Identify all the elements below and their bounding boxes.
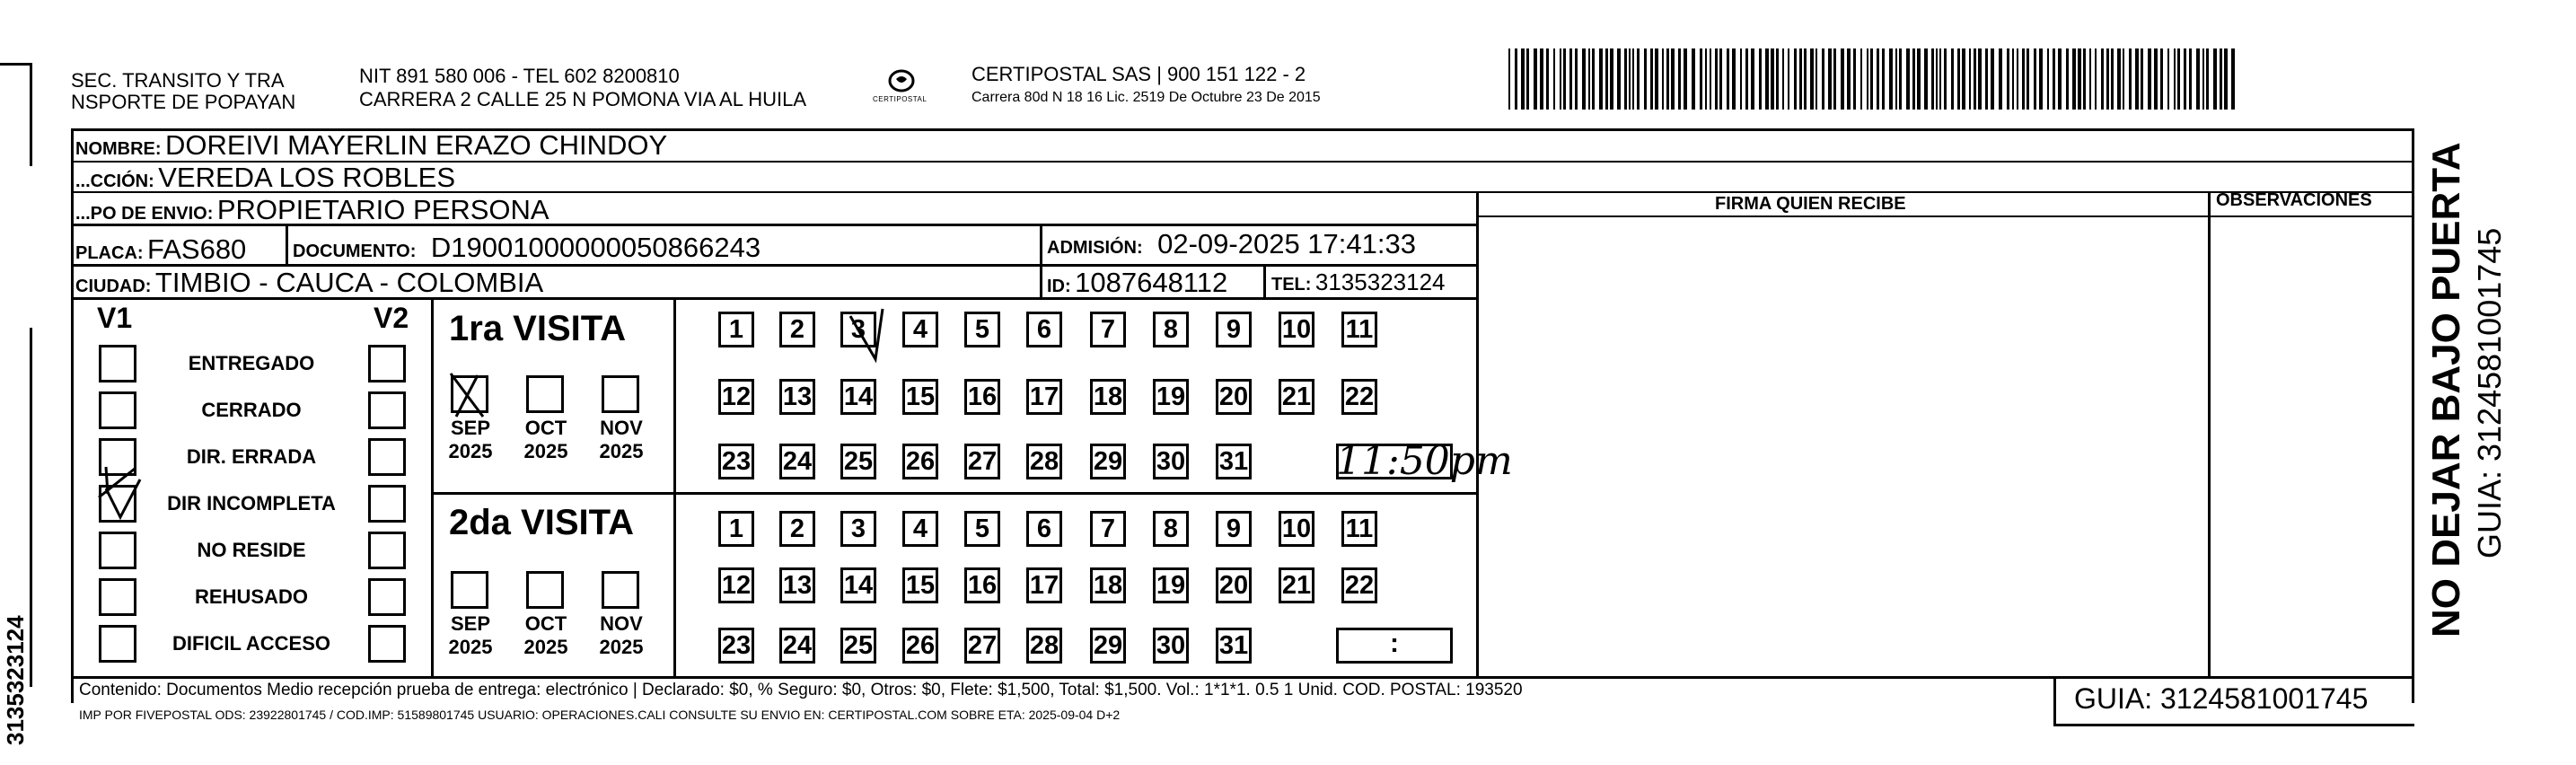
status-label: CERRADO <box>201 399 302 421</box>
footer-content: Contenido: Documentos Medio recepción prueba de entrega: electrónico | Declarado: $0, % Seguro: $0, Otros: $0, Flete: $1,500, Total: $1,500. Vol.: 1*1*1. 0.5 1 Unid. COD. POSTAL: 193520 <box>79 681 1523 699</box>
barcode-bar <box>1944 48 1947 110</box>
day-cell[interactable]: 30 <box>1153 628 1189 664</box>
barcode-bar <box>1637 48 1640 110</box>
month-label: NOV <box>600 417 643 439</box>
barcode-bar <box>2027 48 2029 110</box>
barcode-bar <box>1804 48 1807 110</box>
month-checkbox[interactable] <box>526 375 564 413</box>
barcode-bar <box>1719 48 1722 110</box>
handwritten-time: 11:50pm <box>1336 438 1513 484</box>
day-cell[interactable]: 28 <box>1026 444 1062 479</box>
carrier-name: CERTIPOSTAL SAS | 900 151 122 - 2 <box>971 63 1306 85</box>
barcode-bar <box>1715 48 1718 110</box>
barcode-bar <box>1776 48 1779 110</box>
day-cell[interactable]: 26 <box>902 444 938 479</box>
barcode-bar <box>1521 48 1525 110</box>
barcode-bar <box>2167 48 2169 110</box>
v2-checkbox[interactable] <box>368 532 406 569</box>
barcode-bar <box>1978 48 1982 110</box>
carrier-logo-text: CERTIPOSTAL <box>873 95 928 103</box>
grid-line <box>431 297 434 676</box>
recipient-address: VEREDA LOS ROBLES <box>158 162 456 193</box>
day-cell[interactable]: 4 <box>902 511 938 547</box>
barcode-bar <box>2160 48 2163 110</box>
day-cell[interactable]: 18 <box>1090 379 1126 415</box>
status-label: REHUSADO <box>195 585 308 608</box>
day-cell[interactable]: 20 <box>1216 567 1252 603</box>
city-label: CIUDAD: <box>75 277 152 296</box>
day-cell[interactable]: 27 <box>964 444 1000 479</box>
status-label: DIFICIL ACCESO <box>171 632 330 655</box>
barcode-bar <box>2012 48 2014 110</box>
second-visit-title: 2da VISITA <box>449 503 634 542</box>
day-cell[interactable]: 7 <box>1090 312 1126 347</box>
day-cell[interactable]: 14 <box>840 379 876 415</box>
barcode-bar <box>1727 48 1729 110</box>
barcode-bar <box>1610 48 1613 110</box>
v2-checkbox[interactable] <box>368 625 406 663</box>
day-cell[interactable]: 18 <box>1090 567 1126 603</box>
ship-type: PROPIETARIO PERSONA <box>216 194 549 225</box>
carrier-block <box>971 63 1321 110</box>
year-label: 2025 <box>599 440 644 462</box>
barcode-bar <box>1765 48 1769 110</box>
grid-line <box>1476 191 1479 676</box>
day-cell[interactable]: 1 <box>718 511 754 547</box>
barcode <box>1508 48 2236 110</box>
day-cell[interactable]: 17 <box>1026 379 1062 415</box>
left-phone: 3135323124 <box>2 615 29 745</box>
barcode-bar <box>2224 48 2228 110</box>
barcode-bar <box>1534 48 1537 110</box>
v2-checkbox[interactable] <box>368 391 406 429</box>
day-cell[interactable]: 3 <box>840 511 876 547</box>
plate-label: PLACA: <box>75 243 144 263</box>
barcode-bar <box>2213 48 2217 110</box>
carrier-address: Carrera 80d N 18 16 Lic. 2519 De Octubre 23 De 2015 <box>971 90 1321 105</box>
barcode-bar <box>1655 48 1658 110</box>
barcode-bar <box>1546 48 1549 110</box>
barcode-bar <box>1692 48 1695 110</box>
sender-block <box>71 70 295 113</box>
plate-value: FAS680 <box>147 233 247 265</box>
barcode-bar <box>2039 48 2043 110</box>
v1-checkbox[interactable] <box>99 625 136 663</box>
barcode-bar <box>2117 48 2121 110</box>
barcode-bar <box>1810 48 1814 110</box>
sender-contact <box>359 65 806 111</box>
barcode-bar <box>2174 48 2176 110</box>
sender-address: CARRERA 2 CALLE 25 N POMONA VIA AL HUILA <box>359 88 807 110</box>
barcode-bar <box>1974 48 1976 110</box>
day-cell[interactable]: 30 <box>1153 444 1189 479</box>
month-checkbox[interactable] <box>526 571 564 609</box>
barcode-bar <box>1644 48 1647 110</box>
year-label: 2025 <box>523 440 568 462</box>
month-label: SEP <box>450 417 491 439</box>
address-label: ...CCIÓN: <box>75 171 154 191</box>
barcode-bar <box>1969 48 1971 110</box>
barcode-bar <box>1560 48 1561 110</box>
status-label: NO RESIDE <box>197 539 306 561</box>
barcode-bar <box>1999 48 2002 110</box>
v2-checkbox[interactable] <box>368 485 406 523</box>
barcode-bar <box>1662 48 1664 110</box>
grid-line <box>431 492 1476 495</box>
barcode-bar <box>1870 48 1873 110</box>
day-cell[interactable]: 10 <box>1279 312 1314 347</box>
barcode-bar <box>1710 48 1711 110</box>
barcode-bar <box>2053 48 2055 110</box>
day-cell[interactable]: 21 <box>1279 567 1314 603</box>
grid-line <box>2053 724 2414 726</box>
grid-line <box>71 128 74 703</box>
barcode-bar <box>1853 48 1856 110</box>
barcode-bar <box>1582 48 1586 110</box>
barcode-bar <box>1906 48 1910 110</box>
barcode-bar <box>2135 48 2139 110</box>
barcode-bar <box>1617 48 1621 110</box>
admission-value: 02-09-2025 17:41:33 <box>1157 228 1416 259</box>
footer-imp: IMP POR FIVEPOSTAL ODS: 23922801745 / COD.IMP: 51589801745 USUARIO: OPERACIONES.CALI CONSULTE SU ENVIO EN: CERTIPOSTAL.COM SOBRE ETA: 2025-09-04 D+2 <box>79 708 1121 722</box>
barcode-bar <box>1605 48 1608 110</box>
day-cell[interactable]: 13 <box>779 567 815 603</box>
barcode-bar <box>2066 48 2069 110</box>
barcode-bar <box>1895 48 1897 110</box>
day-cell[interactable]: 16 <box>964 567 1000 603</box>
carrier-logo-icon <box>878 65 925 111</box>
barcode-bar <box>1650 48 1653 110</box>
barcode-bar <box>2184 48 2186 110</box>
day-cell[interactable]: 20 <box>1216 379 1252 415</box>
barcode-bar <box>1794 48 1797 110</box>
barcode-bar <box>2034 48 2036 110</box>
barcode-bar <box>1931 48 1934 110</box>
day-cell[interactable]: 27 <box>964 628 1000 664</box>
barcode-bar <box>2022 48 2025 110</box>
day-cell[interactable]: 22 <box>1341 379 1377 415</box>
document-value: D19001000000050866243 <box>430 232 761 263</box>
admission-label: ADMISIÓN: <box>1047 238 1143 258</box>
id-label: ID: <box>1047 277 1071 296</box>
barcode-bar <box>1740 48 1742 110</box>
guia-vertical: GUIA: 3124581001745 <box>2471 227 2508 558</box>
barcode-bar <box>1912 48 1915 110</box>
barcode-bar <box>1782 48 1784 110</box>
city-field <box>75 267 543 299</box>
day-cell[interactable]: 11 <box>1341 511 1377 547</box>
day-cell[interactable]: 24 <box>779 628 815 664</box>
barcode-bar <box>1899 48 1902 110</box>
barcode-bar <box>2129 48 2132 110</box>
barcode-bar <box>2196 48 2200 110</box>
recipient-name-row <box>75 129 667 162</box>
month-label: NOV <box>600 612 643 635</box>
barcode-bar <box>1553 48 1555 110</box>
month-checkbox[interactable] <box>451 571 488 609</box>
barcode-bar <box>1877 48 1879 110</box>
grid-line <box>2208 191 2211 676</box>
barcode-bar <box>1745 48 1748 110</box>
barcode-bar <box>1860 48 1862 110</box>
day-cell[interactable]: 5 <box>964 312 1000 347</box>
day-cell[interactable]: 9 <box>1216 312 1252 347</box>
month-checkbox[interactable] <box>451 375 488 413</box>
margin-line <box>0 63 32 66</box>
barcode-bar <box>1936 48 1938 110</box>
barcode-bar <box>1957 48 1960 110</box>
barcode-bar <box>2177 48 2180 110</box>
signature-header: FIRMA QUIEN RECIBE <box>1715 194 1906 214</box>
recipient-address-row <box>75 162 455 194</box>
day-cell[interactable]: 23 <box>718 628 754 664</box>
v2-checkbox[interactable] <box>368 578 406 616</box>
barcode-bar <box>2202 48 2204 110</box>
plate-field <box>75 233 246 266</box>
v1-checkbox[interactable] <box>99 532 136 569</box>
footer-guia: GUIA: 3124581001745 <box>2074 682 2369 715</box>
barcode-bar <box>2220 48 2222 110</box>
barcode-bar <box>1951 48 1954 110</box>
v1-checkbox[interactable] <box>99 485 136 523</box>
barcode-bar <box>1526 48 1529 110</box>
day-cell[interactable]: 25 <box>840 628 876 664</box>
day-cell[interactable]: 12 <box>718 567 754 603</box>
day-cell[interactable]: 5 <box>964 511 1000 547</box>
barcode-bar <box>2089 48 2091 110</box>
v2-checkbox[interactable] <box>368 438 406 476</box>
barcode-bar <box>1939 48 1941 110</box>
grid-line <box>71 676 2414 679</box>
day-cell[interactable]: 8 <box>1153 312 1189 347</box>
barcode-bar <box>1671 48 1675 110</box>
day-cell[interactable]: 17 <box>1026 567 1062 603</box>
v1-checkbox[interactable] <box>99 391 136 429</box>
day-cell[interactable]: 4 <box>902 312 938 347</box>
barcode-bar <box>1588 48 1590 110</box>
barcode-bar <box>1828 48 1832 110</box>
v2-label: V2 <box>374 302 409 334</box>
observations-header: OBSERVACIONES <box>2216 190 2372 210</box>
day-cell[interactable]: 3 <box>840 312 876 347</box>
id-value: 1087648112 <box>1075 267 1228 298</box>
barcode-bar <box>1515 48 1517 110</box>
barcode-bar <box>2189 48 2192 110</box>
barcode-bar <box>1924 48 1928 110</box>
barcode-bar <box>1569 48 1572 110</box>
barcode-bar <box>2058 48 2062 110</box>
barcode-bar <box>2101 48 2104 110</box>
barcode-bar <box>1592 48 1595 110</box>
carrier-logo <box>873 65 928 111</box>
barcode-bar <box>1629 48 1631 110</box>
warning-vertical: NO DEJAR BAJO PUERTA <box>2424 142 2468 638</box>
day-cell[interactable]: 13 <box>779 379 815 415</box>
day-cell[interactable]: 2 <box>779 312 815 347</box>
month-checkbox[interactable] <box>602 571 639 609</box>
tel-field <box>1271 268 1446 296</box>
barcode-bar <box>1889 48 1893 110</box>
margin-line <box>30 328 32 687</box>
sender-name-line1: SEC. TRANSITO Y TRA <box>71 69 285 92</box>
sender-nit: NIT 891 580 006 - TEL 602 8200810 <box>359 65 680 87</box>
barcode-bar <box>1962 48 1965 110</box>
barcode-bar <box>1508 48 1510 110</box>
document-label: DOCUMENTO: <box>293 242 417 261</box>
day-cell[interactable]: 28 <box>1026 628 1062 664</box>
day-cell[interactable]: 6 <box>1026 511 1062 547</box>
barcode-bar <box>1666 48 1669 110</box>
barcode-bar <box>1867 48 1868 110</box>
day-cell[interactable]: 12 <box>718 379 754 415</box>
margin-line <box>30 63 32 166</box>
barcode-bar <box>1563 48 1566 110</box>
day-cell[interactable]: 24 <box>779 444 815 479</box>
barcode-bar <box>1841 48 1844 110</box>
barcode-bar <box>1788 48 1789 110</box>
ship-type-row <box>75 194 549 226</box>
barcode-bar <box>1816 48 1817 110</box>
grid-line <box>673 297 676 676</box>
barcode-bar <box>1799 48 1802 110</box>
year-label: 2025 <box>448 636 493 658</box>
barcode-bar <box>1751 48 1754 110</box>
grid-line <box>1476 215 2414 217</box>
day-cell[interactable]: 2 <box>779 511 815 547</box>
day-cell[interactable]: 14 <box>840 567 876 603</box>
day-cell[interactable]: 31 <box>1216 444 1252 479</box>
barcode-bar <box>2017 48 2018 110</box>
day-cell[interactable]: 9 <box>1216 511 1252 547</box>
day-cell[interactable]: 1 <box>718 312 754 347</box>
day-cell[interactable]: 16 <box>964 379 1000 415</box>
barcode-bar <box>1732 48 1736 110</box>
year-label: 2025 <box>599 636 644 658</box>
barcode-bar <box>1705 48 1707 110</box>
v1-checkbox[interactable] <box>99 578 136 616</box>
day-cell[interactable]: 21 <box>1279 379 1314 415</box>
barcode-bar <box>1624 48 1627 110</box>
barcode-bar <box>2141 48 2143 110</box>
barcode-bar <box>1700 48 1702 110</box>
barcode-bar <box>1678 48 1681 110</box>
barcode-bar <box>1632 48 1634 110</box>
year-label: 2025 <box>523 636 568 658</box>
barcode-bar <box>2123 48 2124 110</box>
v1-checkbox[interactable] <box>99 438 136 476</box>
day-cell[interactable]: 29 <box>1090 628 1126 664</box>
barcode-bar <box>1833 48 1836 110</box>
barcode-bar <box>1985 48 1988 110</box>
grid-line <box>2053 676 2056 725</box>
barcode-bar <box>2206 48 2209 110</box>
barcode-bar <box>1847 48 1851 110</box>
tel-value: 3135323124 <box>1314 268 1446 295</box>
barcode-bar <box>2095 48 2097 110</box>
barcode-bar <box>1822 48 1824 110</box>
ship-type-label: ...PO DE ENVIO: <box>75 204 214 224</box>
month-label: OCT <box>524 417 567 439</box>
year-label: 2025 <box>448 440 493 462</box>
barcode-bar <box>2111 48 2114 110</box>
day-cell[interactable]: 8 <box>1153 511 1189 547</box>
barcode-bar <box>2007 48 2009 110</box>
day-cell[interactable]: 15 <box>902 379 938 415</box>
day-cell[interactable]: 19 <box>1153 567 1189 603</box>
day-cell[interactable]: 10 <box>1279 511 1314 547</box>
barcode-bar <box>2072 48 2076 110</box>
barcode-bar <box>2106 48 2109 110</box>
month-checkbox[interactable] <box>602 375 639 413</box>
recipient-name: DOREIVI MAYERLIN ERAZO CHINDOY <box>165 129 668 161</box>
city-value: TIMBIO - CAUCA - COLOMBIA <box>154 267 544 298</box>
first-visit-title: 1ra VISITA <box>449 309 627 348</box>
grid-line <box>2412 128 2414 703</box>
v1-label: V1 <box>97 302 133 334</box>
barcode-bar <box>2047 48 2049 110</box>
status-label: DIR. ERRADA <box>186 445 317 468</box>
barcode-bar <box>1575 48 1578 110</box>
barcode-bar <box>1684 48 1687 110</box>
barcode-bar <box>1759 48 1762 110</box>
status-label: DIR INCOMPLETA <box>167 492 336 514</box>
month-label: SEP <box>450 612 491 635</box>
barcode-bar <box>1540 48 1543 110</box>
name-label: NOMBRE: <box>75 139 162 159</box>
id-field <box>1047 267 1227 299</box>
tel-label: TEL: <box>1271 275 1312 295</box>
day-cell[interactable]: 7 <box>1090 511 1126 547</box>
barcode-bar <box>2154 48 2158 110</box>
barcode-bar <box>1917 48 1921 110</box>
day-cell[interactable]: 19 <box>1153 379 1189 415</box>
barcode-bar <box>2083 48 2086 110</box>
barcode-bar <box>1882 48 1885 110</box>
day-cell[interactable]: 23 <box>718 444 754 479</box>
time-second-value: : <box>1390 629 1399 658</box>
sender-name-line2: NSPORTE DE POPAYAN <box>71 91 296 113</box>
day-cell[interactable]: 22 <box>1341 567 1377 603</box>
status-label: ENTREGADO <box>188 352 315 374</box>
document-field <box>293 232 760 264</box>
grid-line <box>1263 264 1266 297</box>
month-label: OCT <box>524 612 567 635</box>
day-cell[interactable]: 29 <box>1090 444 1126 479</box>
day-cell[interactable]: 25 <box>840 444 876 479</box>
barcode-bar <box>1771 48 1774 110</box>
barcode-bar <box>1599 48 1603 110</box>
grid-line <box>1040 226 1042 297</box>
v1-checkbox[interactable] <box>99 345 136 382</box>
admission-field <box>1047 228 1416 260</box>
day-cell[interactable]: 15 <box>902 567 938 603</box>
barcode-bar <box>2078 48 2081 110</box>
day-cell[interactable]: 11 <box>1341 312 1377 347</box>
barcode-bar <box>2148 48 2151 110</box>
day-cell[interactable]: 31 <box>1216 628 1252 664</box>
day-cell[interactable]: 26 <box>902 628 938 664</box>
barcode-bar <box>2231 48 2235 110</box>
grid-line <box>286 226 288 264</box>
v2-checkbox[interactable] <box>368 345 406 382</box>
day-cell[interactable]: 6 <box>1026 312 1062 347</box>
barcode-bar <box>1991 48 1994 110</box>
